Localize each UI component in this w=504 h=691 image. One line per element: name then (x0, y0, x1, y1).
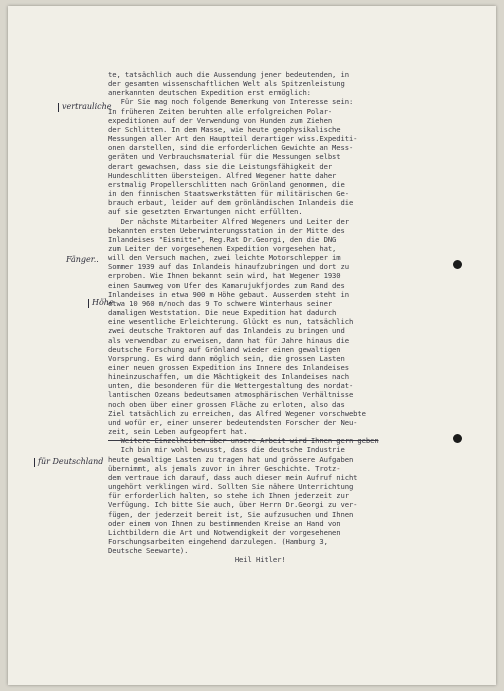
text-line: bekannten ersten Ueberwinterungsstation in der Mitte des (108, 225, 345, 235)
text-line: erstmalig Propellerschlitten nach Grönland genommen, die (108, 179, 345, 189)
text-line: lantischen Ozeans bedeutsamen atmosphärischen Verhältnisse (108, 390, 354, 400)
text-line: Weitere Einzelheiten über unsere Arbeit wird Ihnen gern geben (108, 436, 379, 446)
text-line: zwei deutsche Traktoren auf das Inlandeis zu bringen und (108, 326, 345, 336)
text-line: erproben. Wie Ihnen bekannt sein wird, hat Wegener 1930 (108, 271, 341, 281)
text-line: Lichtbildern die Art und Notwendigkeit der vorgesehenen (108, 527, 341, 537)
text-line: Der nächste Mitarbeiter Alfred Wegeners und Leiter der (108, 216, 349, 226)
margin-bracket-mark (88, 299, 89, 308)
text-line: einen Saumweg vom Ufer des Kamarujukfjordes zum Rand des (108, 280, 345, 290)
text-line: noch oben über einer grossen Fläche zu erloten, also das (108, 399, 345, 409)
text-line: Ziel tatsächlich zu erreichen, das Alfred Wegener vorschwebte (108, 408, 366, 418)
text-line: auf sie gesetzten Erwartungen nicht erfüllten. (108, 207, 303, 217)
text-line: Ich bin mir wohl bewusst, dass die deutsche Industrie (108, 445, 345, 455)
text-line: Sommer 1939 auf das Inlandeis hinaufzubringen und dort zu (108, 262, 349, 272)
text-line: In früheren Zeiten beruhten alle erfolgreichen Polar- (108, 106, 333, 116)
text-line: als verwendbar zu erweisen, dann hat für Jahre hinaus die (108, 335, 349, 345)
text-line: Messungen aller Art den Hauptteil derartiger wiss.Expediti- (108, 134, 358, 144)
text-line: Heil Hitler! (108, 555, 286, 565)
margin-note-vertrauliche: vertrauliche (62, 102, 112, 111)
text-line: etwa 10 960 m/noch das 9 To schwere Winterhaus seiner (108, 298, 333, 308)
text-line: Forschungsarbeiten eingehend darzulegen. (Hamburg 3, (108, 536, 328, 546)
text-line: te, tatsächlich auch die Aussendung jener bedeutenden, in (108, 70, 349, 79)
text-line: Vorsprung. Es wird dann möglich sein, die grossen Lasten (108, 353, 345, 363)
text-line: derart gewachsen, dass sie die Leistungsfähigkeit der (108, 161, 333, 171)
text-line: anerkannten deutschen Expedition erst ermöglich: (108, 88, 311, 98)
text-line: deutsche Forschung auf Grönland wieder einen gewaltigen (108, 344, 341, 354)
text-line: damaligen Weststation. Die neue Expedition hat dadurch (108, 308, 337, 318)
punch-hole-top (453, 260, 462, 269)
text-line: ungehört verklingen wird. Sollten Sie nähere Unterrichtung (108, 482, 354, 492)
text-line: dem vertraue ich darauf, dass auch dieser mein Aufruf nicht (108, 472, 358, 482)
text-line: unten, die besonderen für die Wettergestaltung des nordat- (108, 381, 354, 391)
text-line: Inlandeises "Eismitte", Reg.Rat Dr.Georgi, den die DNG (108, 234, 337, 244)
margin-note-faenger: Fänger.. (66, 255, 99, 264)
text-line: Verfügung. Ich bitte Sie auch, über Herrn Dr.Georgi zu ver- (108, 500, 358, 510)
margin-note-hoehe: Höhe (92, 298, 114, 307)
text-line: onen darstellen, sind die erforderlichen Gewichte an Mess- (108, 143, 354, 153)
text-line: für erforderlich halten, so stehe ich Ihnen jederzeit zur (108, 491, 349, 501)
text-line: Inlandeises in etwa 900 m Höhe gebaut. Ausserdem steht in (108, 289, 349, 299)
text-line: und wofür er, einer unserer bedeutendsten Forscher der Neu- (108, 417, 358, 427)
text-line: einer neuen grossen Expedition ins Innere des Inlandeises (108, 363, 349, 372)
text-line: der gesamten wissenschaftlichen Welt als Spitzenleistung (108, 79, 345, 89)
text-line: brauch erbaut, leider auf dem grönländischen Inlandeis die (108, 198, 354, 208)
text-line: hineinzuschaffen, um die Mächtigkeit des Inlandeises nach (108, 372, 349, 382)
text-line: expeditionen auf der Verwendung von Hunden zum Ziehen (108, 115, 333, 125)
text-line: der Schlitten. In dem Masse, wie heute geophysikalische (108, 124, 341, 134)
margin-bracket-mark (34, 458, 35, 467)
text-line: heute gewaltige Lasten zu tragen hat und grössere Aufgaben (108, 454, 354, 464)
margin-note-deutschland: für Deutschland (38, 457, 104, 466)
text-line: eine wesentliche Erleichterung. Glückt es nun, tatsächlich (108, 317, 354, 327)
letter-body (108, 70, 468, 564)
letter-page (8, 6, 496, 685)
text-line: zum Leiter der vorgesehenen Expedition vorgesehen hat, (108, 243, 337, 253)
text-line: oder einem von Ihnen zu bestimmenden Kreise an Hand von (108, 518, 341, 528)
text-line: in den finnischen Staatswerkstätten für militärischen Ge- (108, 189, 349, 199)
text-line: zeit, sein Leben aufgeopfert hat. (108, 427, 248, 437)
text-line: fügen, der jederzeit bereit ist, Sie aufzusuchen und Ihnen (108, 509, 354, 519)
text-line: Deutsche Seewarte). (108, 546, 189, 556)
text-line: übernimmt, als jemals zuvor in ihrer Geschichte. Trotz- (108, 463, 341, 473)
margin-bracket-mark (58, 103, 59, 112)
text-line: Für Sie mag noch folgende Bemerkung von Interesse sein: (108, 97, 354, 107)
text-line: geräten und Verbrauchsmaterial für die Messungen selbst (108, 152, 341, 162)
punch-hole-bottom (453, 434, 462, 443)
text-line: Hundeschlitten übersteigen. Alfred Wegener hatte daher (108, 170, 337, 180)
text-line: will den Versuch machen, zwei leichte Motorschlepper im (108, 253, 341, 263)
